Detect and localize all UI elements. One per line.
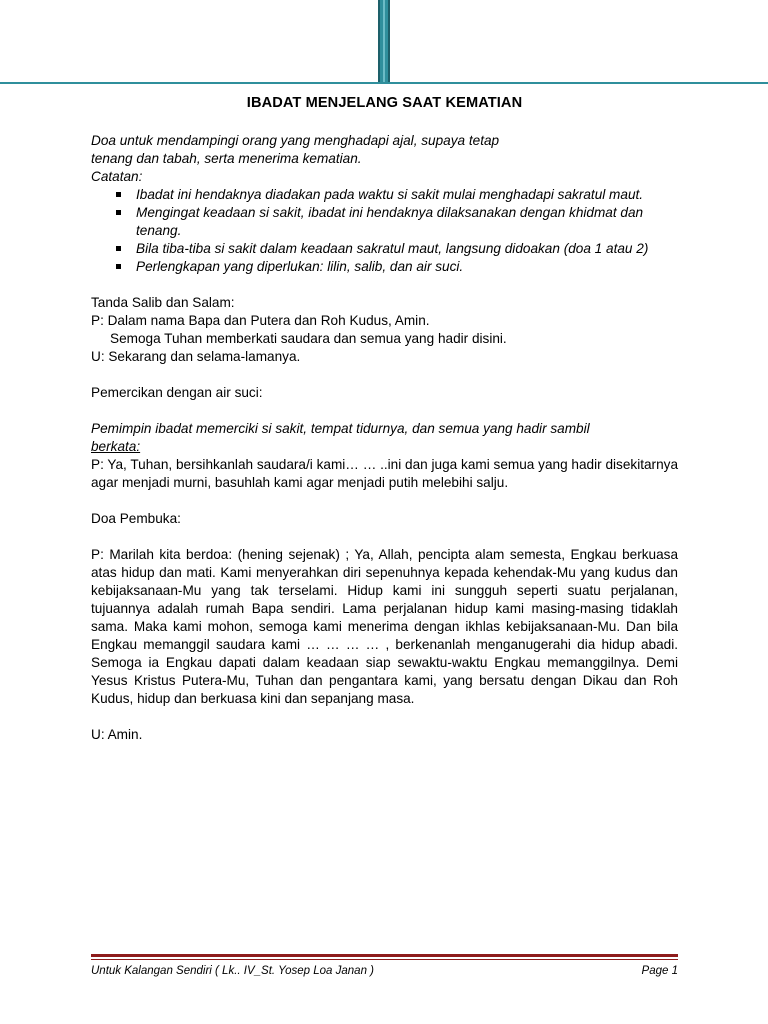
footer-rule [91,954,678,957]
bullet-icon [116,246,121,251]
header-vertical-bar [378,0,390,84]
page-footer [91,965,678,977]
opening-heading: Doa Pembuka: [91,511,181,526]
bullet-icon [116,264,121,269]
page-number: Page 1 [641,965,678,977]
list-item: Ibadat ini hendaknya diadakan pada waktu si sakit mulai menghadapi sakratul maut. [116,186,678,204]
intro [91,132,678,276]
sprinkle-prayer: P: Ya, Tuhan, bersihkanlah saudara/i kami… … ..ini dan juga kami semua yang hadir disekitarnya agar menjadi murni, basuhlah kami agar menjadi putih melebihi salju. [91,457,678,490]
list-item: Bila tiba-tiba si sakit dalam keadaan sakratul maut, langsung didoakan (doa 1 atau 2) [116,240,678,258]
page-title: IBADAT MENJELANG SAAT KEMATIAN [246,95,523,111]
notes-label: Catatan: [91,169,143,184]
sign-heading: Tanda Salib dan Salam: [91,295,235,310]
footer-rule-thin [91,959,678,960]
document-body [91,94,678,744]
sprinkle-instruction: Pemimpin ibadat memerciki si sakit, tempat tidurnya, dan semua yang hadir sambil [91,421,590,436]
header-rule [0,82,768,84]
intro-line: Doa untuk mendampingi orang yang menghadapi ajal, supaya tetap [91,133,500,148]
opening-prayer: P: Marilah kita berdoa: (hening sejenak) ; Ya, Allah, pencipta alam semesta, Engkau berkuasa atas hidup dan mati. Kami menyerahkan diri sepenuhnya kepada kehendak-Mu yang kudus dan kebijaksanaan-Mu yang tak terselami. Hidup kami ini sungguh seperti suatu perjalanan, tujuannya adalah rumah Bapa sendiri. Lama perjalanan hidup kami masing-masing tidaklah sama. Maka kami mohon, semoga kami menerima dengan ikhlas kebijaksanaan-Mu. Dan bila Engkau memanggil saudara kami … … … … , berkenanlah menganugerahi dia hidup abadi. Semoga ia Engkau dapati dalam keadaan siap sewaktu-waktu Engkau memanggilnya. Demi Yesus Kristus Putera-Mu, Tuhan dan pengantara kami, yang bersatu dengan Dikau dan Roh Kudus, hidup dan berkuasa kini dan sepanjang masa. [91,547,678,706]
amen-response: U: Amin. [91,727,143,742]
intro-line: tenang dan tabah, serta menerima kematian. [91,151,362,166]
footer-text: Untuk Kalangan Sendiri ( Lk.. IV_St. Yosep Loa Janan ) [91,965,374,977]
list-item: Perlengkapan yang diperlukan: lilin, salib, dan air suci. [116,258,678,276]
bullet-icon [116,192,121,197]
sprinkle-instruction: berkata: [91,439,141,454]
sign-priest-line: P: Dalam nama Bapa dan Putera dan Roh Kudus, Amin. [91,313,430,328]
list-item: Mengingat keadaan si sakit, ibadat ini hendaknya dilaksanakan dengan khidmat dan tenang. [116,204,678,240]
sign-response: U: Sekarang dan selama-lamanya. [91,349,301,364]
sprinkle-heading: Pemercikan dengan air suci: [91,385,263,400]
notes-list [116,186,678,276]
bullet-icon [116,210,121,215]
sign-priest-line: Semoga Tuhan memberkati saudara dan semua yang hadir disini. [110,331,507,346]
